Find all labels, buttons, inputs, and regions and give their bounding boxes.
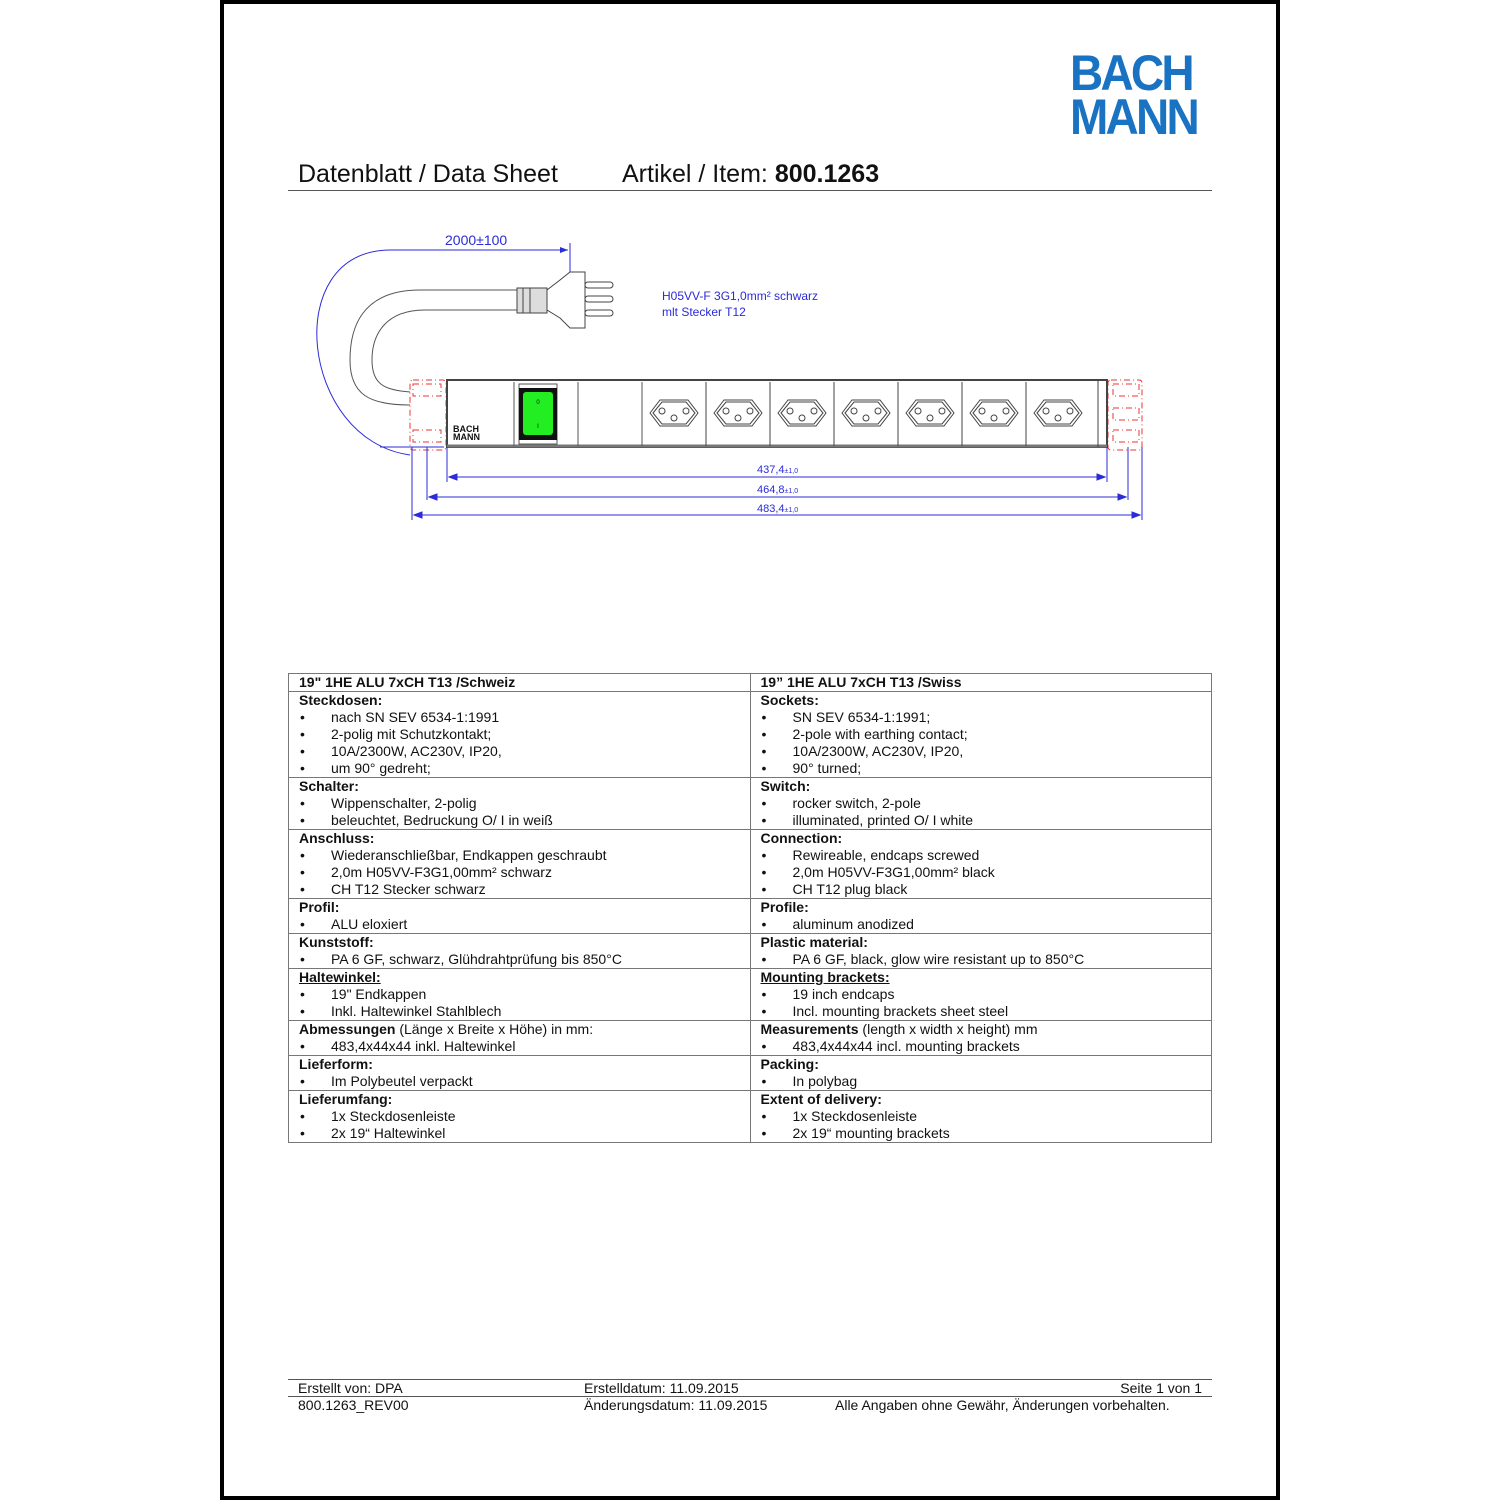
dimension-464: 464,8±1,0	[757, 484, 799, 496]
cable-note-line-2: mlt Stecker T12	[662, 305, 746, 319]
section-title: Measurements (length x width x height) mm	[760, 1021, 1038, 1037]
section-title: Kunststoff:	[299, 934, 374, 950]
de-connection-cell	[289, 830, 751, 899]
list-item: • rocker switch, 2-pole	[761, 795, 1212, 812]
dimension-437: 437,4±1,0	[757, 464, 799, 476]
table-row	[289, 830, 1212, 899]
table-row	[289, 1021, 1212, 1056]
de-delivery-cell	[289, 1091, 751, 1143]
en-connection-cell	[750, 830, 1212, 899]
de-profile-cell	[289, 899, 751, 934]
right-endcap	[1108, 380, 1142, 450]
page-number: Seite 1 von 1	[1120, 1380, 1202, 1396]
list-item: • Inkl. Haltewinkel Stahlblech	[299, 1003, 750, 1020]
logo-line-1: BACH	[1070, 45, 1192, 101]
plug-body	[547, 272, 585, 328]
logo-line-2: MANN	[1070, 89, 1197, 145]
plug-strain-relief	[517, 288, 547, 313]
created-date: Erstelldatum: 11.09.2015	[584, 1380, 739, 1396]
list-item: • 1x Steckdosenleiste	[299, 1108, 750, 1125]
technical-drawing	[0, 0, 1500, 560]
cable-length-dimension: 2000±100	[445, 232, 508, 248]
list-item: • beleuchtet, Bedruckung O/ I in weiß	[299, 812, 750, 829]
en-delivery-cell	[750, 1091, 1212, 1143]
list-item: • nach SN SEV 6534-1:1991	[299, 709, 750, 726]
list-item: • 483,4x44x44 incl. mounting brackets	[761, 1038, 1212, 1055]
list-item: • 2x 19“ Haltewinkel	[299, 1125, 750, 1142]
de-product-title: 19" 1HE ALU 7xCH T13 /Schweiz	[289, 674, 751, 692]
disclaimer: Alle Angaben ohne Gewähr, Änderungen vorbehalten.	[835, 1397, 1170, 1413]
created-by: Erstellt von: DPA	[298, 1380, 403, 1396]
en-sockets-cell	[750, 692, 1212, 778]
list-item: • 10A/2300W, AC230V, IP20,	[299, 743, 750, 760]
list-item: • 2,0m H05VV-F3G1,00mm² schwarz	[299, 864, 750, 881]
list-item: • 19 inch endcaps	[761, 986, 1212, 1003]
cable-note-line-1: H05VV-F 3G1,0mm² schwarz	[662, 289, 819, 303]
svg-text:BACH: BACH	[453, 424, 479, 434]
de-measurements-cell	[289, 1021, 751, 1056]
section-title: Anschluss:	[299, 830, 375, 846]
footer-divider-top	[288, 1379, 1212, 1380]
dimension-483: 483,4±1,0	[757, 503, 799, 515]
list-item: • illuminated, printed O/ I white	[761, 812, 1212, 829]
svg-text:I: I	[537, 424, 539, 430]
section-title: Lieferform:	[299, 1056, 373, 1072]
list-item: • CH T12 Stecker schwarz	[299, 881, 750, 898]
section-title: Extent of delivery:	[760, 1091, 882, 1107]
list-item: • CH T12 plug black	[761, 881, 1212, 898]
table-row	[289, 778, 1212, 830]
en-switch-cell	[750, 778, 1212, 830]
de-sockets-cell	[289, 692, 751, 778]
list-item: • Incl. mounting brackets sheet steel	[761, 1003, 1212, 1020]
modified-date: Änderungsdatum: 11.09.2015	[584, 1397, 768, 1413]
svg-text:0: 0	[536, 400, 540, 406]
section-title: Mounting brackets:	[760, 969, 890, 985]
table-header-row	[289, 674, 1212, 692]
list-item: • aluminum anodized	[761, 916, 1212, 933]
section-title: Profile:	[760, 899, 809, 915]
item-number: 800.1263	[774, 160, 880, 188]
list-item: • Wiederanschließbar, Endkappen geschraubt	[299, 847, 750, 864]
table-row	[289, 1056, 1212, 1091]
power-strip-drawing	[0, 0, 1500, 560]
list-item: • 2-polig mit Schutzkontakt;	[299, 726, 750, 743]
left-endcap	[410, 380, 446, 450]
table-row	[289, 692, 1212, 778]
en-product-title: 19” 1HE ALU 7xCH T13 /Swiss	[750, 674, 1212, 692]
en-packing-cell	[750, 1056, 1212, 1091]
item-label: Artikel / Item:	[622, 160, 768, 188]
table-row	[289, 934, 1212, 969]
section-title: Switch:	[760, 778, 811, 794]
cable-note	[662, 288, 818, 320]
list-item: • Wippenschalter, 2-polig	[299, 795, 750, 812]
list-item: • 483,4x44x44 inkl. Haltewinkel	[299, 1038, 750, 1055]
section-title: Haltewinkel:	[299, 969, 381, 985]
section-title: Abmessungen (Länge x Breite x Höhe) in mm:	[299, 1021, 594, 1037]
spec-table	[288, 673, 1212, 1143]
section-title: Lieferumfang:	[299, 1091, 393, 1107]
en-brackets-cell	[750, 969, 1212, 1021]
section-title: Connection:	[760, 830, 843, 846]
section-title: Plastic material:	[760, 934, 868, 950]
de-plastic-cell	[289, 934, 751, 969]
list-item: • 2-pole with earthing contact;	[761, 726, 1212, 743]
section-title: Packing:	[760, 1056, 819, 1072]
list-item: • SN SEV 6534-1:1991;	[761, 709, 1212, 726]
section-title: Schalter:	[299, 778, 359, 794]
list-item: • PA 6 GF, schwarz, Glühdrahtprüfung bis 850°C	[299, 951, 750, 968]
list-item: • In polybag	[761, 1073, 1212, 1090]
list-item: • 19" Endkappen	[299, 986, 750, 1003]
svg-text:MANN: MANN	[453, 432, 480, 442]
list-item: • ALU eloxiert	[299, 916, 750, 933]
list-item: • 1x Steckdosenleiste	[761, 1108, 1212, 1125]
revision: 800.1263_REV00	[298, 1397, 409, 1413]
list-item: • um 90° gedreht;	[299, 760, 750, 777]
section-title: Sockets:	[760, 692, 819, 708]
table-row	[289, 1091, 1212, 1143]
list-item: • PA 6 GF, black, glow wire resistant up to 850°C	[761, 951, 1212, 968]
list-item: • Rewireable, endcaps screwed	[761, 847, 1212, 864]
de-packing-cell	[289, 1056, 751, 1091]
list-item: • 2x 19“ mounting brackets	[761, 1125, 1212, 1142]
list-item: • 10A/2300W, AC230V, IP20,	[761, 743, 1212, 760]
section-title: Steckdosen:	[299, 692, 383, 708]
list-item: • 90° turned;	[761, 760, 1212, 777]
list-item: • 2,0m H05VV-F3G1,00mm² black	[761, 864, 1212, 881]
table-row	[289, 899, 1212, 934]
de-switch-cell	[289, 778, 751, 830]
de-brackets-cell	[289, 969, 751, 1021]
doc-type: Datenblatt / Data Sheet	[298, 160, 558, 188]
section-title: Profil:	[299, 899, 340, 915]
table-row	[289, 969, 1212, 1021]
en-plastic-cell	[750, 934, 1212, 969]
en-profile-cell	[750, 899, 1212, 934]
en-measurements-cell	[750, 1021, 1212, 1056]
list-item: • Im Polybeutel verpackt	[299, 1073, 750, 1090]
